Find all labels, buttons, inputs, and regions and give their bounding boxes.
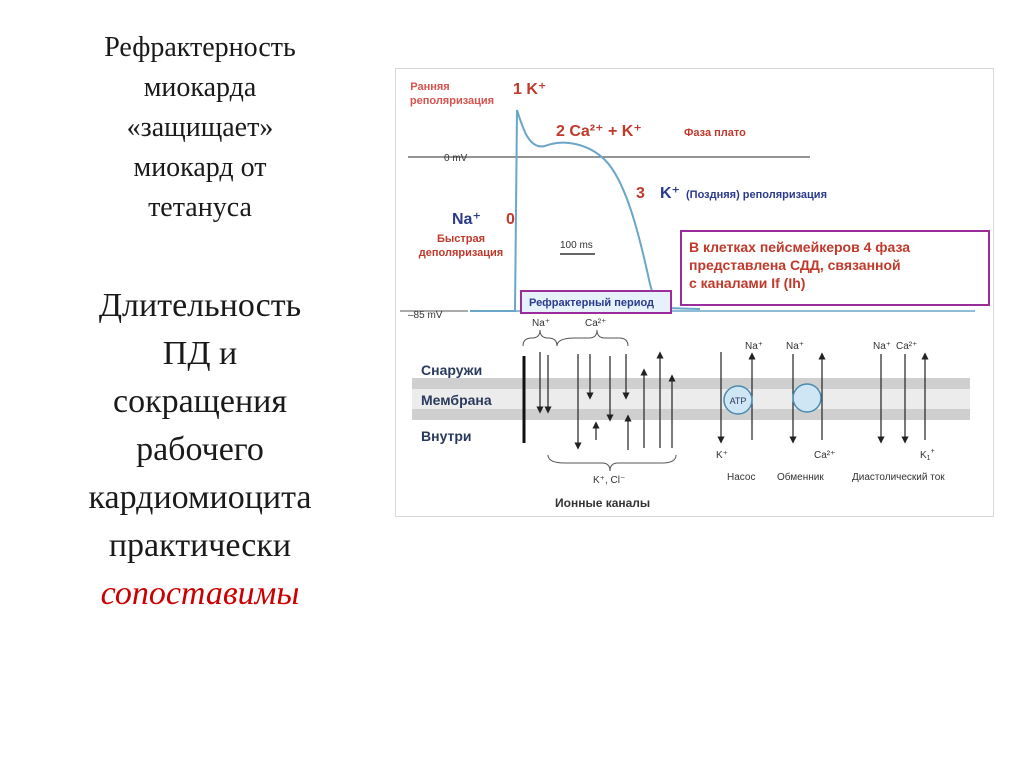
caption-line: Рефрактерность <box>104 32 296 63</box>
caption-line: сокращения <box>112 383 287 420</box>
caption-line: практически <box>108 527 292 564</box>
pump-k-label: K⁺ <box>716 450 728 461</box>
exch-na-label: Na⁺ <box>786 341 805 352</box>
fast-depol-label: Быстрая <box>436 233 486 245</box>
phase3-num: 3 <box>636 185 645 202</box>
membrane-core <box>412 389 970 409</box>
phase1-label: 1 K⁺ <box>513 81 547 98</box>
phase0-label: 0 <box>506 211 515 228</box>
pacemaker-line-2: представлена СДД, связанной <box>689 257 901 273</box>
na-brace <box>523 330 557 346</box>
pacemaker-line-1: В клетках пейсмейкеров 4 фаза <box>689 239 911 255</box>
fast-depol-label-2: деполяризация <box>418 247 504 259</box>
caption-line: рабочего <box>136 431 264 468</box>
diast-k-label: $K_1^+$ <box>920 448 935 462</box>
exchanger-label: Обменник <box>777 472 824 483</box>
kcl-brace <box>548 455 676 471</box>
pacemaker-line-3: с каналами If (Ih) <box>689 275 806 291</box>
exch-ca-label: Ca²⁺ <box>814 450 836 461</box>
na-label: Na⁺ <box>452 211 481 228</box>
caption-line: тетануса <box>148 192 252 223</box>
caption-line: миокарда <box>143 72 257 103</box>
phase2-label: 2 Ca²⁺ + K⁺ <box>556 123 642 140</box>
diastolic-label: Диастолический ток <box>852 472 945 483</box>
caption-highlight: сопоставимы <box>100 575 300 612</box>
scale-label: 100 ms <box>560 240 593 251</box>
plateau-label: Фаза плато <box>684 127 746 139</box>
early-repol-label: Ранняя <box>410 81 450 93</box>
ca-top-label: Ca²⁺ <box>585 318 607 329</box>
diast-na-label: Na⁺ <box>873 341 892 352</box>
exchanger-circle <box>793 384 821 412</box>
na-top-label: Na⁺ <box>532 318 551 329</box>
zero-mv-label: 0 mV <box>444 153 468 164</box>
ca-brace <box>557 330 628 346</box>
diast-ca-label: Ca²⁺ <box>896 341 918 352</box>
caption-line: миокард от <box>133 152 267 183</box>
membrane-label: Мембрана <box>421 392 492 408</box>
kcl-label: K⁺, Cl⁻ <box>593 475 626 486</box>
caption-line: Длительность <box>98 287 302 324</box>
minus85-label: –85 mV <box>408 310 443 321</box>
ion-channels-label: Ионные каналы <box>555 496 651 510</box>
caption-line: «защищает» <box>126 112 274 143</box>
membrane-outer <box>412 378 970 389</box>
membrane-inner <box>412 409 970 420</box>
caption-line: ПД и <box>162 335 238 372</box>
early-repol-label-2: реполяризация <box>409 95 495 107</box>
atp-label: ATP <box>729 396 747 406</box>
caption-line: кардиомиоцита <box>88 479 312 516</box>
outside-label: Снаружи <box>421 362 483 378</box>
pump-label: Насос <box>727 472 756 483</box>
refractory-label: Рефрактерный период <box>529 297 655 309</box>
pump-na-label: Na⁺ <box>745 341 764 352</box>
phase3-text: (Поздняя) реполяризация <box>686 189 827 201</box>
phase3-ion: K⁺ <box>660 185 680 202</box>
action-potential-curve <box>470 110 700 311</box>
inside-label: Внутри <box>421 428 472 444</box>
